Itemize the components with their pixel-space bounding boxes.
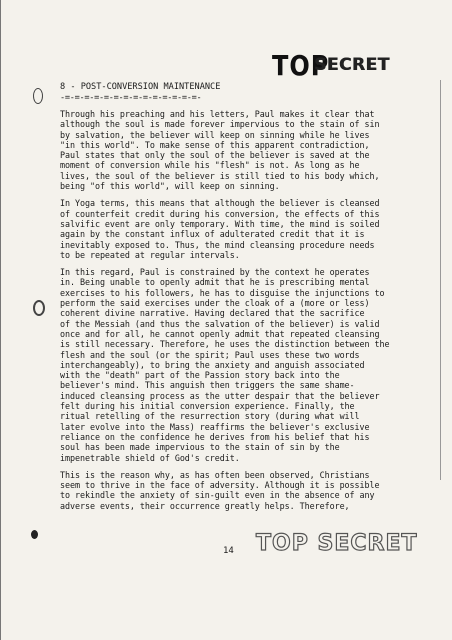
left-edge-line: [0, 0, 1, 640]
paragraph: Through his preaching and his letters, Paul makes it clear that although the soul is made forever impervious to the stain of sin by salvation, the believer will keep on sinning while he lives "in this world". To make sense of this apparent contradiction, Paul states that only the soul of the believer is saved at the moment of conversion while his "flesh" is not. As long as he lives, the soul of the believer is still tied to his body which, being "of this world", will keep on sinning.: [60, 109, 380, 192]
margin-ring-mark: [33, 88, 43, 104]
top-secret-stamp-bottom: TOP SECRET: [256, 531, 418, 556]
section-heading-underline: -=-=-=-=-=-=-=-=-=-=-=-=-=-=-: [60, 93, 202, 103]
paragraph: In Yoga terms, this means that although the believer is cleansed of counterfeit credit during his conversion, the effects of this salvific event are only temporary. With time, the mind is soiled again by the constant influx of adulterated credit that it is inevitably exposed to. Thus, the mind cleansing procedure needs to be repeated at regular intervals.: [60, 198, 380, 260]
binding-hole-mark: [31, 530, 38, 539]
top-secret-stamp-secret-word: SECRET: [314, 55, 390, 75]
section-heading: 8 - POST-CONVERSION MAINTENANCE: [60, 82, 221, 92]
page-number: 14: [223, 546, 234, 556]
right-edge-line: [440, 80, 441, 480]
top-secret-stamp-top-word: TOP: [272, 49, 330, 83]
margin-ring-mark: [33, 300, 45, 316]
paragraph: In this regard, Paul is constrained by the context he operates in. Being unable to openly admit that he is prescribing mental exercises to his followers, he has to disguise the injunctions to perform the said exercises under the cloak of a (more or less) coherent divine narrative. Having declared that the sacrifice of the Messiah (and thus the salvation of the believer) is valid once and for all, he cannot openly admit that repeated cleansing is still necessary. Therefore, he uses the distinction between the flesh and the soul (or the spirit; Paul uses these two words interchangeably), to bring the anxiety and anguish associated with the "death" part of the Passion story back into the believer's mind. This anguish then triggers the same shame- induced cleansing process as the utter despair that the believer felt during his initial conversion experience. Finally, the ritual retelling of the resurrection story (during what will later evolve into the Mass) reaffirms the believer's exclusive reliance on the confidence he derives from his belief that his soul has been made impervious to the stain of sin by the impenetrable shield of God's credit.: [60, 267, 390, 463]
paragraph: This is the reason why, as has often been observed, Christians seem to thrive in the face of adversity. Although it is possible to rekindle the anxiety of sin-guilt even in the absence of any adverse events, their occurrence greatly helps. Therefore,: [60, 469, 380, 511]
body-text: [60, 109, 422, 518]
